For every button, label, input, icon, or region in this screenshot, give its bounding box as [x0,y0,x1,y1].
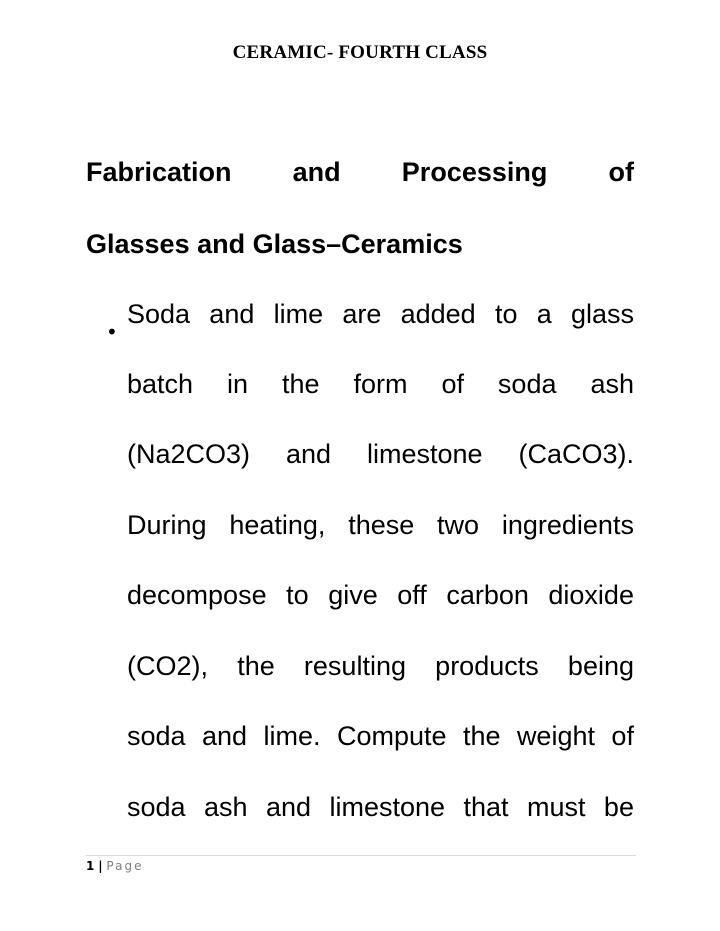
word: carbon [446,580,529,610]
word: Compute [336,721,447,751]
heading-word: and [292,157,341,187]
word: Soda [127,299,191,329]
word: soda [127,721,186,751]
word: heating, [229,510,326,540]
word: are [342,299,382,329]
word: During [127,510,207,540]
word: resulting [303,651,406,681]
word: dioxide [548,580,634,610]
page-header: CERAMIC- FOURTH CLASS [232,42,488,63]
footer-divider [86,855,636,856]
word: to [286,580,309,610]
word: batch [127,369,194,399]
word: (CO2), [127,651,208,681]
word: of [441,369,464,399]
word: be [603,792,634,822]
word: the [237,651,275,681]
word: of [611,721,634,751]
page-footer [86,858,143,874]
heading-word: of [608,157,634,187]
word: ingredients [501,510,634,540]
paragraph-line [127,297,634,331]
word: give [328,580,378,610]
word: form [353,369,408,399]
word: that [463,792,509,822]
word: and [265,792,312,822]
word: to [494,299,518,329]
heading-word: Processing [401,157,548,187]
word: limestone [329,792,446,822]
word: limestone [366,439,483,469]
word: lime. [263,721,321,751]
word: lime [273,299,324,329]
page-number: 1 [86,859,95,873]
heading-word: Fabrication [86,157,232,187]
paragraph-line [127,367,634,401]
word: ash [204,792,248,822]
word: ash [590,369,634,399]
paragraph-line [127,508,634,542]
paragraph-line [127,649,634,683]
word: a [536,299,552,329]
word: soda [497,369,557,399]
bullet-dot-icon: • [106,320,118,344]
word: the [281,369,320,399]
paragraph-line [127,578,634,612]
word: decompose [127,580,267,610]
word: must [526,792,586,822]
word: these [348,510,415,540]
paragraph-line [127,790,634,824]
paragraph-line [127,437,634,471]
word: products [435,651,539,681]
section-heading-line-1 [86,155,634,189]
footer-separator: | [98,859,103,873]
word: and [202,721,248,751]
section-heading-line-2: Glasses and Glass–Ceramics [86,229,463,259]
word: two [437,510,480,540]
word: and [285,439,332,469]
word: (CaCO3). [518,439,634,469]
word: off [397,580,427,610]
word: (Na2CO3) [127,439,251,469]
word: in [227,369,249,399]
word: the [462,721,501,751]
word: weight [516,721,595,751]
word: and [209,299,255,329]
page-label: Page [106,859,144,873]
word: added [400,299,476,329]
word: soda [127,792,186,822]
word: glass [570,299,634,329]
word: being [567,651,634,681]
paragraph-line [127,719,634,753]
